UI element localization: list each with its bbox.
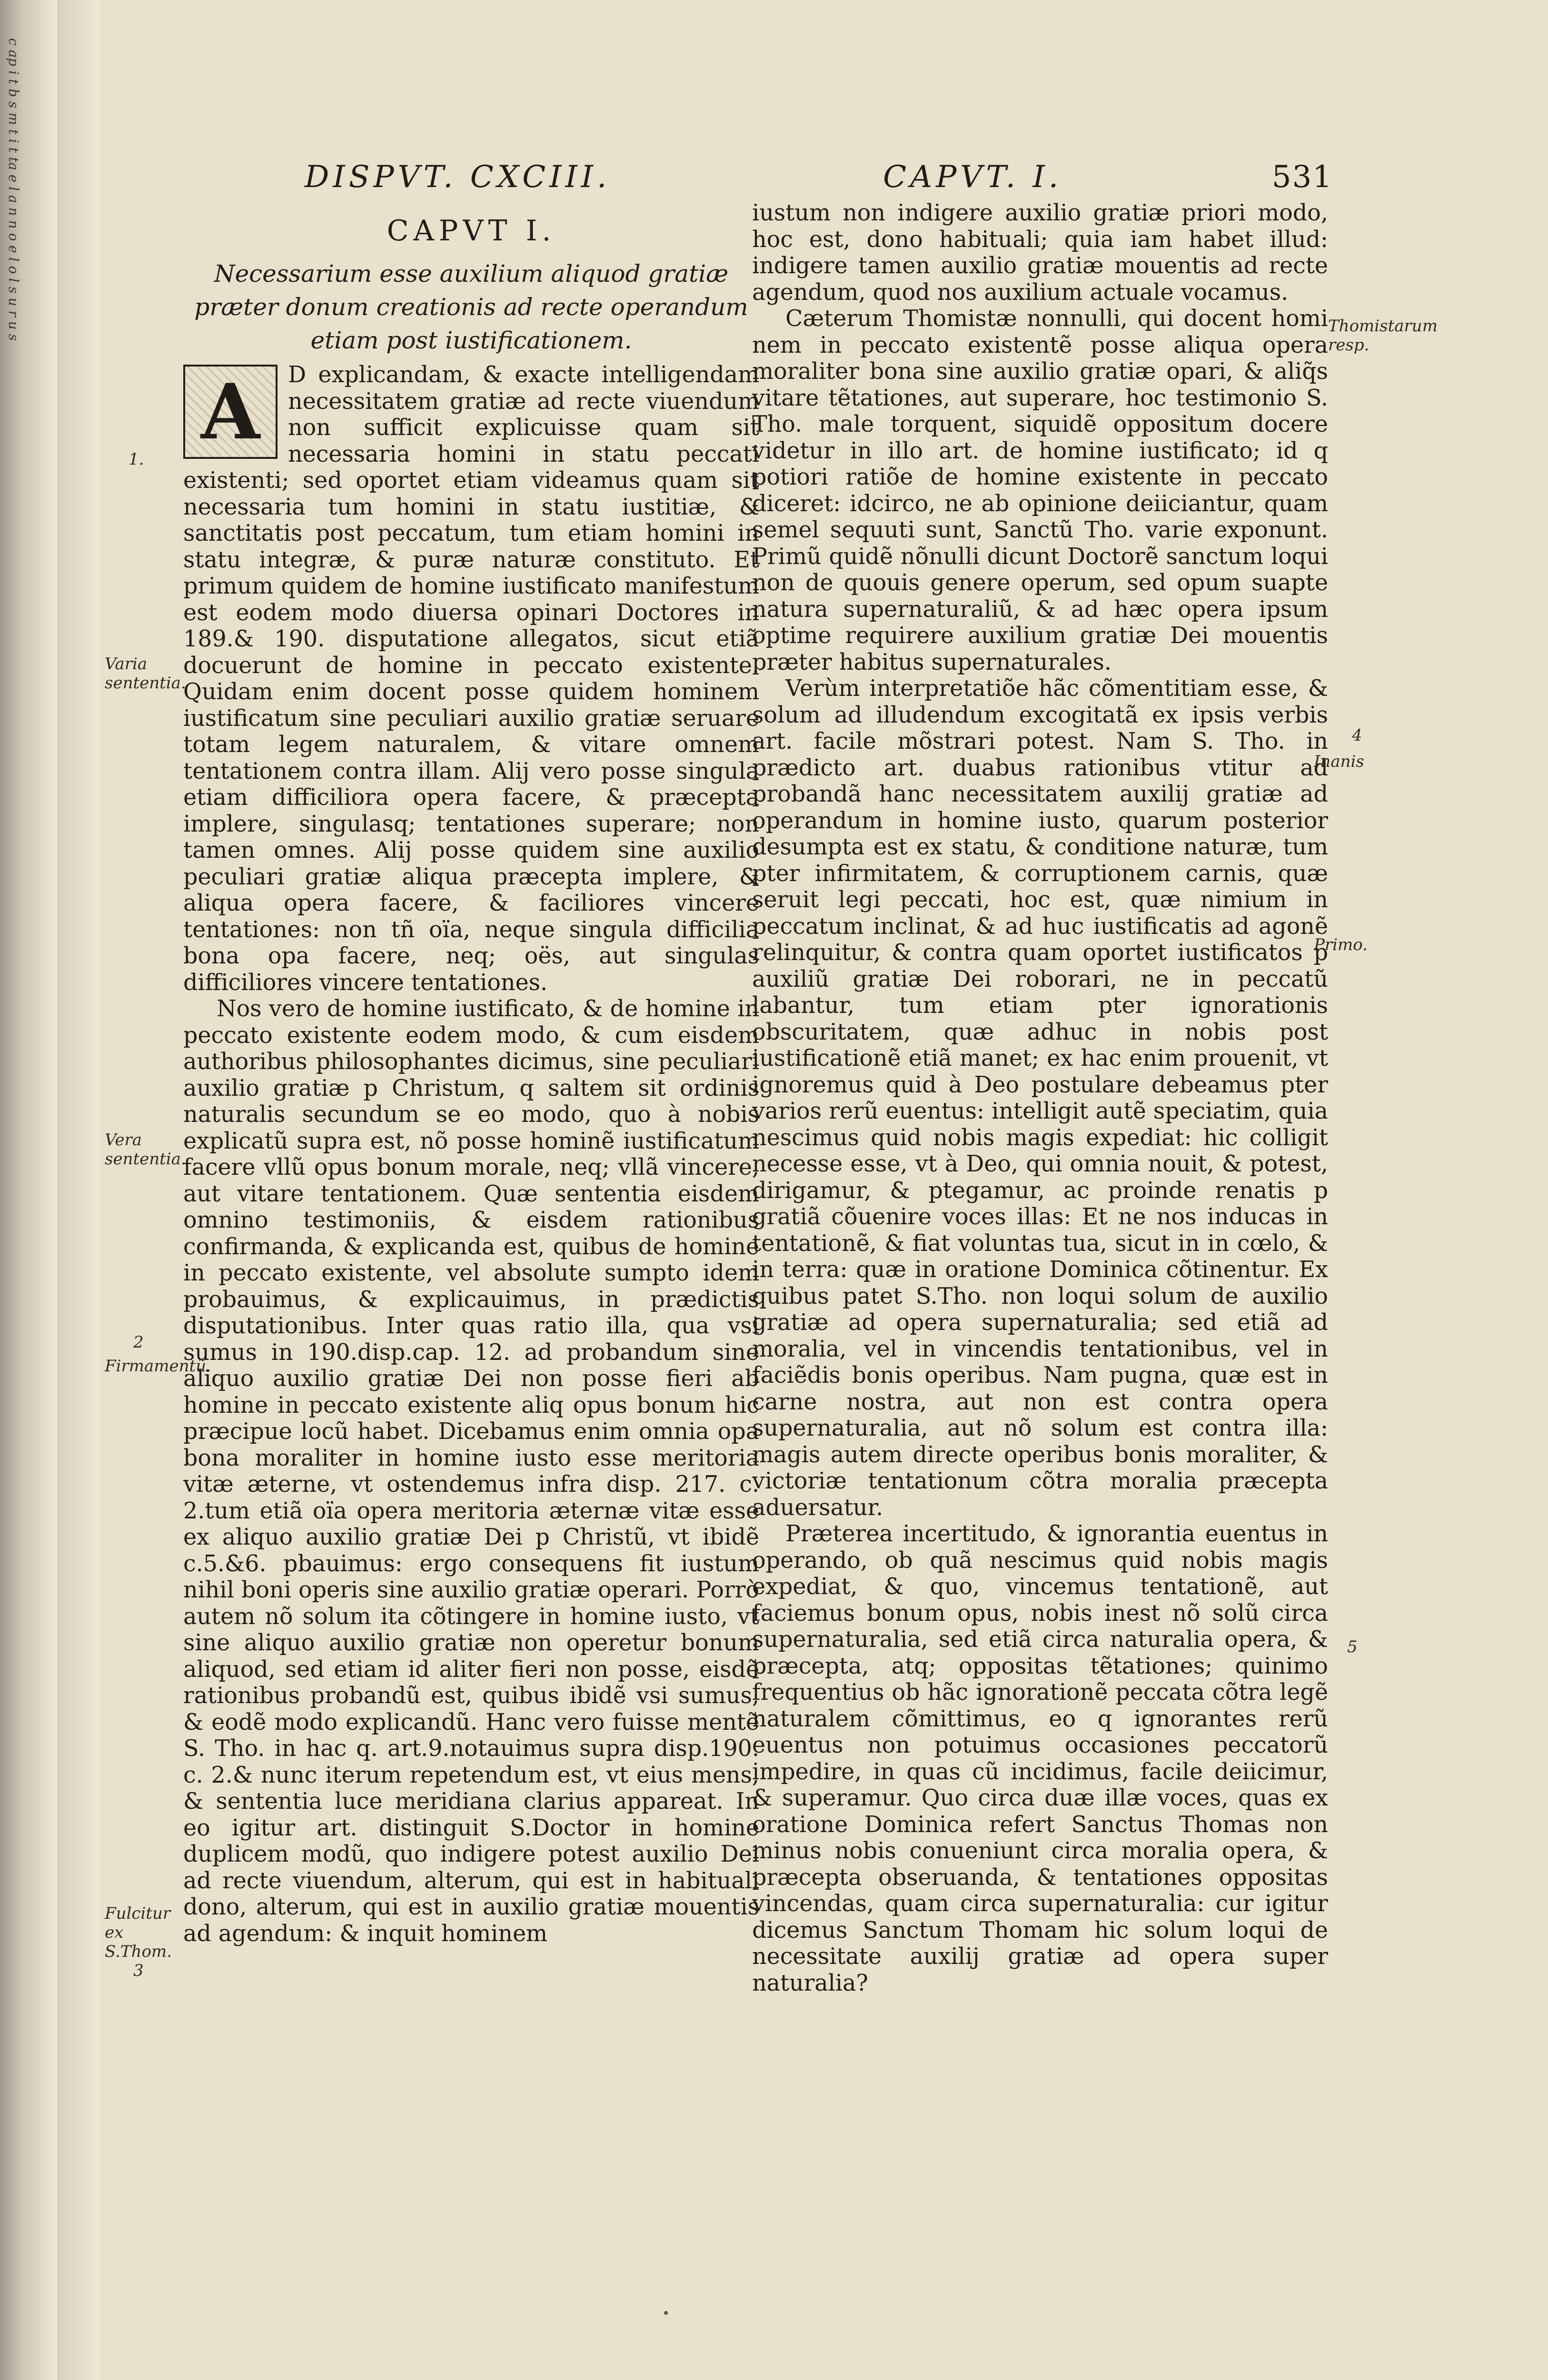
paragraph: Cæterum Thomistæ nonnulli, qui docent homi nem in peccato existentẽ posse aliqua opera moraliter bona sine auxilio gratiæ opari, & aliq̃s vitare tẽtationes, aut superare, hoc testimonio S. Tho. male torquent, siquidẽ oppositum docere videtur in illo art. de homine iustificato; id q potiori ratiõe de homine existente in peccato diceret: idcirco, ne ab opinione deiiciantur, quam semel sequuti sunt, Sanctũ Tho. varie exponunt. Primũ quidẽ nõnulli dicunt Doctorẽ sanctum loqui non de quouis genere operum, sed opum suapte natura supernaturaliũ, & ad hæc opera ipsum optime requirere auxilium gratiæ Dei mouentis præter habitus supernaturales.: [752, 306, 1328, 675]
page-number: 531: [1271, 159, 1333, 195]
left-column-text: [183, 362, 759, 1947]
margin-note: 3: [133, 1961, 144, 1980]
paragraph: Præterea incertitudo, & ignorantia euentus in operando, ob quã nescimus quid nobis magis expediat, & quo, vincemus tentationẽ, aut faciemus bonum opus, nobis inest nõ solũ circa supernaturalia, sed etiã circa naturalia opera, & præcepta, atq; oppositas tẽtationes; quinimo frequentius ob hãc ignorationẽ peccata cõtra legẽ naturalem cõmittimus, eo q ignorantes rerũ euentus non potuimus occasiones peccatorũ impedire, in quas cũ incidimus, facile deiicimur, & superamur. Quo circa duæ illæ voces, quas ex oratione Dominica refert Sanctus Thomas non minus nobis conueniunt circa moralia opera, & præcepta obseruanda, & tentationes oppositas vincendas, quam circa supernaturalia: cur igitur dicemus Sanctum Thomam hic solum loqui de necessitate auxilij gratiæ ad opera super naturalia?: [752, 1521, 1328, 1996]
facing-page-fragments: c ap i t b s m t i t ta e l a n n o e l o l s u r u s: [6, 38, 21, 341]
margin-note: Firmamentũ.: [105, 1357, 211, 1376]
book-gutter: [57, 0, 100, 2380]
left-column: [183, 205, 759, 1947]
right-column: [752, 200, 1328, 1996]
ink-speck: [664, 2311, 668, 2315]
chapter-summary: Necessarium esse auxilium aliquod gratiæ præter donum creationis ad recte operandum etiam post iustificationem.: [194, 260, 748, 354]
margin-note: Vera sententia.: [105, 1130, 186, 1169]
margin-note: 4: [1352, 726, 1362, 745]
running-head: [305, 159, 1333, 202]
margin-note: Inanis: [1314, 752, 1364, 771]
running-head-left: DISPVT. CXCIII.: [305, 159, 611, 195]
margin-note: 2: [133, 1333, 144, 1352]
margin-note: Varia sententia.: [105, 654, 186, 693]
margin-note: 1.: [129, 450, 144, 469]
right-column-text: [752, 200, 1328, 1996]
paragraph: iustum non indigere auxilio gratiæ priori modo, hoc est, dono habituali; quia iam habet illud: indigere tamen auxilio gratiæ mouentis ad recte agendum, quod nos auxilium actuale vocamus.: [752, 200, 1328, 306]
paragraph-text: D explicandam, & exacte intelligendam necessitatem gratiæ ad recte viuendum non sufficit explicuisse quam sit necessaria homini in statu peccati existenti; sed oportet etiam videamus quam sit necessaria tum homini in statu iustitiæ, & sanctitatis post peccatum, tum etiam homini in statu integræ, & puræ naturæ constituto. Et primum quidem de homine iustificato manifestum est eodem modo diuersa opinari Doctores in 189.& 190. disputatione allegatos, sicut etiã docuerunt de homine in peccato existente. Quidam enim docent posse quidem hominem iustificatum sine peculiari auxilio gratiæ seruare totam legem naturalem, & vitare omnem tentationem contra illam. Alij vero posse singula etiam difficiliora opera facere, & præcepta implere, singulasq; tentationes superare; non tamen omnes. Alij posse quidem sine auxilio peculiari gratiæ aliqua præcepta implere, & aliqua opera facere, & faciliores vincere tentationes: non tñ oïa, neque singula difficilia bona opa facere, neq; oës, aut singulas difficiliores vincere tentationes.: [183, 362, 759, 996]
margin-note: Thomistarum resp.: [1328, 317, 1438, 355]
dropcap-initial: A: [183, 365, 278, 459]
margin-note: Fulcitur ex S.Thom.: [105, 1904, 172, 1961]
paragraph: Verùm interpretatiõe hãc cõmentitiam esse, & solum ad illudendum excogitatã ex ipsis verbis art. facile mõstrari potest. Nam S. Tho. in prædicto art. duabus rationibus vtitur ad probandã hanc necessitatem auxilij gratiæ ad operandum in homine iusto, quarum posterior desumpta est ex statu, & conditione naturæ, tum pter infirmitatem, & corruptionem carnis, quæ seruit legi peccati, hoc est, quæ nimium in peccatum inclinat, & ad huc iustificatis ad agonẽ relinquitur, & contra quam oportet iustificatos p auxiliũ gratiæ Dei roborari, ne in peccatũ labantur, tum etiam pter ignorationis obscuritatem, quæ adhuc in nobis post iustificationẽ etiã manet; ex hac enim prouenit, vt ignoremus quid à Deo postulare debeamus pter varios rerũ euentus: intelligit autẽ speciatim, quia nescimus quid nobis magis expediat: hic colligit necesse esse, vt à Deo, qui omnia nouit, & potest, dirigamur, & ptegamur, ac proinde renatis p gratiã cõuenire voces illas: Et ne nos inducas in tentationẽ, & fiat voluntas tua, sicut in in cœlo, & in terra: quæ in oratione Dominica cõtinentur. Ex quibus patet S.Tho. non loqui solum de auxilio gratiæ ad opera supernaturalia; sed etiã ad moralia, vel in vincendis tentationibus, vel in faciẽdis bonis operibus. Nam pugna, quæ est in carne nostra, aut non est contra opera supernaturalia, aut nõ solum est contra illa: magis autem directe operibus bonis moraliter, & victoriæ tentationum cõtra moralia præcepta aduersatur.: [752, 675, 1328, 1521]
margin-note: Primo.: [1314, 935, 1368, 954]
paragraph: Nos vero de homine iustificato, & de homine in peccato existente eodem modo, & cum eisdem authoribus philosophantes dicimus, sine peculiari auxilio gratiæ p Christum, q saltem sit ordinis naturalis secundum se eo modo, quo à nobis explicatũ supra est, nõ posse hominẽ iustificatum facere vllũ opus bonum morale, neq; vllã vincere, aut vitare tentationem. Quæ sententia eisdem omnino testimoniis, & eisdem rationibus confirmanda, & explicanda est, quibus de homine in peccato existente, vel absolute sumpto idem probauimus, & explicauimus, in prædictis disputationibus. Inter quas ratio illa, qua vsi sumus in 190.disp.cap. 12. ad probandum sine aliquo auxilio gratiæ Dei non posse fieri ab homine in peccato existente aliq opus bonum hic præcipue locũ habet. Dicebamus enim omnia opa bona moraliter in homine iusto esse meritoria vitæ æterne, vt ostendemus infra disp. 217. c. 2.tum etiã oïa opera meritoria æternæ vitæ esse ex aliquo auxilio gratiæ Dei p Christũ, vt ibidẽ c.5.&6. pbauimus: ergo consequens fit iustum nihil boni operis sine auxilio gratiæ operari. Porrò autem nõ solum ita cõtingere in homine iusto, vt sine aliquo auxilio gratiæ non operetur bonum aliquod, sed etiam id aliter fieri non posse, eisdẽ rationibus probandũ est, quibus ibidẽ vsi sumus, & eodẽ modo explicandũ. Hanc vero fuisse mentẽ S. Tho. in hac q. art.9.notauimus supra disp.190. c. 2.& nunc iterum repetendum est, vt eius mens, & sententia luce meridiana clarius appareat. In eo igitur art. distinguit S.Doctor in homine duplicem modũ, quo indigere potest auxilio Dei ad recte viuendum, alterum, qui est in habituali dono, alterum, qui est in auxilio gratiæ mouentis ad agendum: & inquit hominem: [183, 996, 759, 1947]
chapter-title: CAPVT I.: [387, 214, 556, 248]
facing-page-edge: [0, 0, 57, 2380]
paragraph: [183, 362, 759, 996]
margin-note: 5: [1347, 1637, 1358, 1656]
running-head-right: CAPVT. I.: [883, 159, 1062, 195]
